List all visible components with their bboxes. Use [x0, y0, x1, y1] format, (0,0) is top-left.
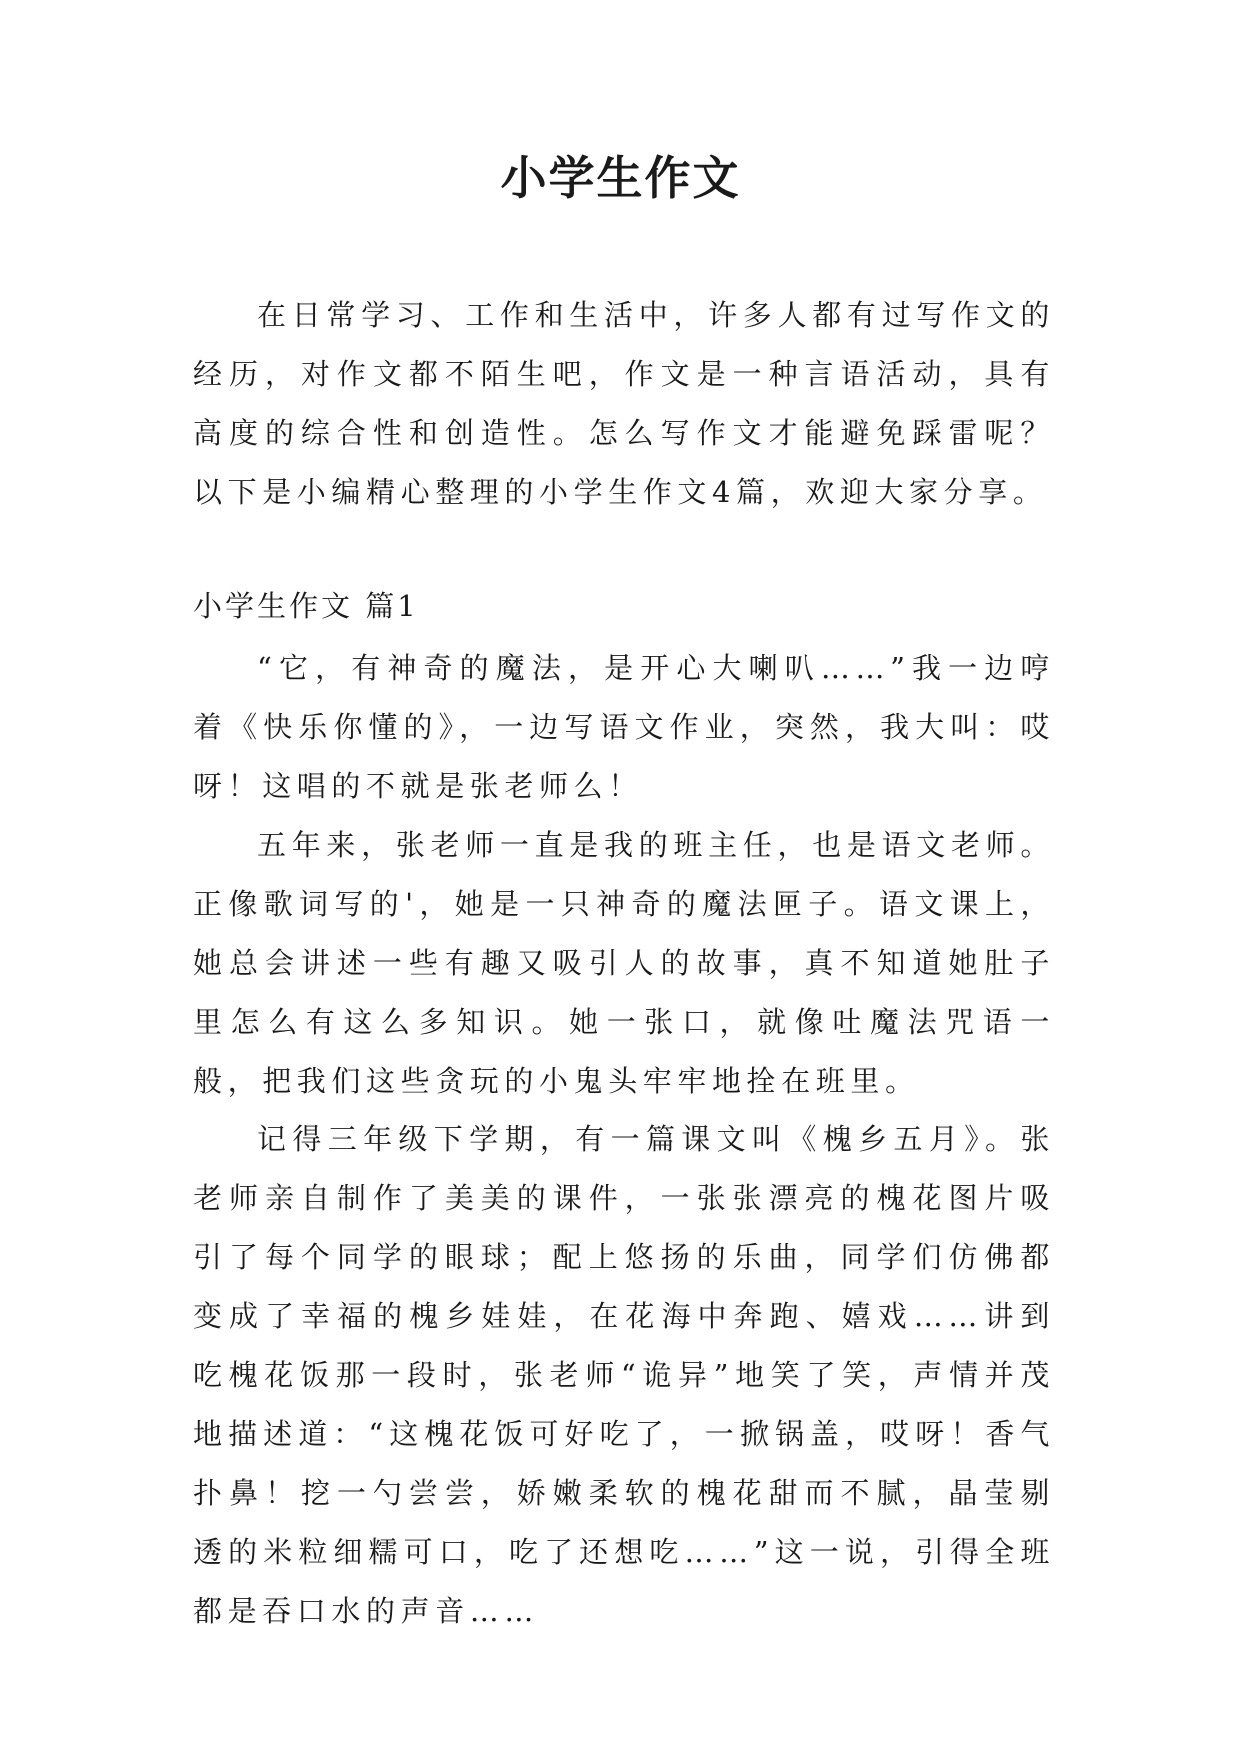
document-title: 小学生作文	[500, 151, 741, 205]
body-paragraph-2: 五年来，张老师一直是我的班主任，也是语文老师。正像歌词写的'，她是一只神奇的魔法匣子。语文课上，她总会讲述一些有趣又吸引人的故事，真不知道她肚子里怎么有这么多知识。她一张口，就像吐魔法咒语一般，把我们这些贪玩的小鬼头牢牢地拴在班里。	[193, 828, 1055, 1098]
section-heading: 小学生作文 篇1	[193, 589, 419, 623]
intro-paragraph: 在日常学习、工作和生活中，许多人都有过写作文的经历，对作文都不陌生吧，作文是一种言语活动，具有高度的综合性和创造性。怎么写作文才能避免踩雷呢？以下是小编精心整理的小学生作文4篇，欢迎大家分享。	[193, 298, 1055, 509]
body-paragraph-3: 记得三年级下学期，有一篇课文叫《槐乡五月》。张老师亲自制作了美美的课件，一张张漂亮的槐花图片吸引了每个同学的眼球；配上悠扬的乐曲，同学们仿佛都变成了幸福的槐乡娃娃，在花海中奔跑、嬉戏……讲到吃槐花饭那一段时，张老师“诡异”地笑了笑，声情并茂地描述道：“这槐花饭可好吃了，一掀锅盖，哎呀！香气扑鼻！挖一勺尝尝，娇嫩柔软的槐花甜而不腻，晶莹剔透的米粒细糯可口，吃了还想吃……”这一说，引得全班都是吞口水的声音……	[193, 1122, 1055, 1628]
body-paragraph-1: “它，有神奇的魔法，是开心大喇叭……”我一边哼着《快乐你懂的》，一边写语文作业，突然，我大叫：哎呀！这唱的不就是张老师么！	[193, 651, 1055, 803]
